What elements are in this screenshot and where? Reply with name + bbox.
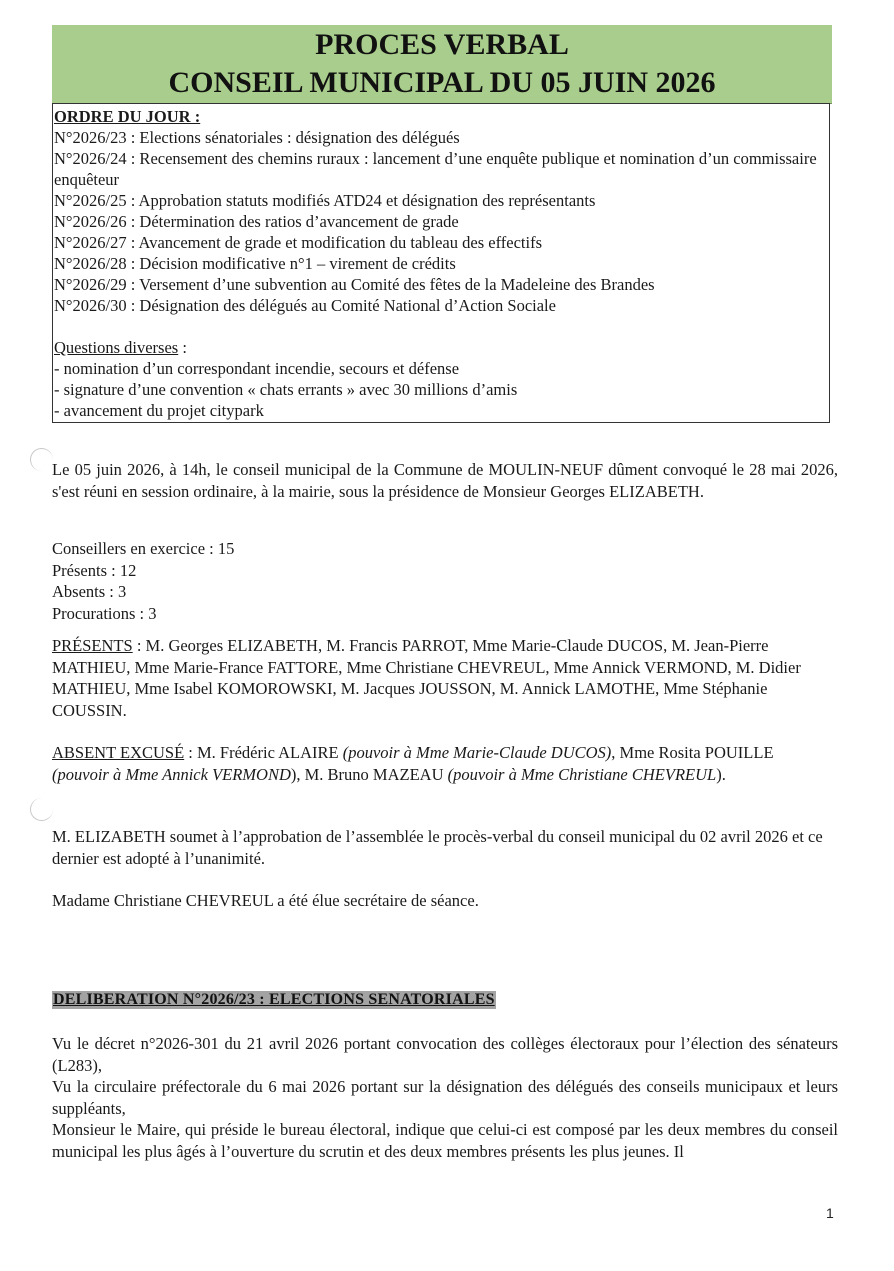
agenda-title: ORDRE DU JOUR : [54,107,201,126]
absents-text: , Mme Rosita POUILLE [611,743,774,762]
agenda-item: N°2026/24 : Recensement des chemins ruraux : lancement d’une enquête publique et nomination d’un commissaire enquêteur [54,149,817,189]
spacer [54,316,829,337]
deliberation-paragraph: Vu le décret n°2026-301 du 21 avril 2026 portant convocation des collèges électoraux pour l’élection des sénateurs (L283), [52,1034,838,1075]
title-line-1: PROCES VERBAL [315,28,569,61]
agenda-item: N°2026/23 : Elections sénatoriales : désignation des délégués [54,128,460,147]
questions-heading [54,337,829,358]
scan-mark-top [30,448,53,471]
presents-paragraph [52,635,838,721]
absents-label: ABSENT EXCUSÉ [52,743,185,762]
deliberation-paragraph: Vu la circulaire préfectorale du 6 mai 2026 portant sur la désignation des délégués des conseils municipaux et leurs suppléants, [52,1077,838,1118]
question-item: - nomination d’un correspondant incendie, secours et défense [54,359,460,378]
proxy-note: (pouvoir à Mme Christiane CHEVREUL [447,764,717,784]
deliberation-title: DELIBERATION N°2026/23 : ELECTIONS SENATORIALES [53,991,495,1008]
count-line: Procurations : 3 [52,603,157,623]
question-item: - avancement du projet citypark [54,401,264,420]
proxy-note: (pouvoir à Mme Annick VERMOND [52,764,291,784]
agenda-item: N°2026/27 : Avancement de grade et modification du tableau des effectifs [54,233,542,252]
agenda-item: N°2026/30 : Désignation des délégués au Comité National d’Action Sociale [54,296,556,315]
agenda-item: N°2026/28 : Décision modificative n°1 – virement de crédits [54,254,456,273]
questions-title: Questions diverses [54,338,179,357]
secretary-line: Madame Christiane CHEVREUL a été élue secrétaire de séance. [52,891,479,910]
page-number: 1 [826,1205,834,1221]
approval-paragraph: M. ELIZABETH soumet à l’approbation de l’assemblée le procès-verbal du conseil municipal du 02 avril 2026 et ce dernier est adopté à l’unanimité. [52,827,823,868]
document-header [52,25,832,104]
proxy-note: (pouvoir à Mme Marie-Claude DUCOS) [342,743,612,762]
intro-paragraph: Le 05 juin 2026, à 14h, le conseil municipal de la Commune de MOULIN-NEUF dûment convoqué le 28 mai 2026, s'est réuni en session ordinaire, à la mairie, sous la présidence de Monsieur Georges ELIZABETH. [52,460,838,501]
presents-text: : M. Georges ELIZABETH, M. Francis PARROT, Mme Marie-Claude DUCOS, M. Jean-Pierre MATHIEU, Mme Marie-France FATTORE, Mme Christiane CHEVREUL, Mme Annick VERMOND, M. Didier MATHIEU, Mme Isabel KOMOROWSKI, M. Jacques JOUSSON, M. Annick LAMOTHE, Mme Stéphanie COUSSIN. [52,636,801,720]
scan-mark-bottom [30,798,53,821]
question-item: - signature d’une convention « chats errants » avec 30 millions d’amis [54,380,518,399]
count-line: Conseillers en exercice : 15 [52,539,235,558]
counts-block [52,538,838,624]
count-line: Absents : 3 [52,582,127,601]
deliberation-body [52,1033,838,1162]
presents-label: PRÉSENTS [52,636,133,655]
count-line: Présents : 12 [52,560,137,580]
questions-suffix: : [178,338,187,357]
absents-text: : M. Frédéric ALAIRE [184,743,343,762]
title-line-2: CONSEIL MUNICIPAL DU 05 JUIN 2026 [168,66,716,99]
absents-text: ). [716,764,726,784]
absents-text: ), M. Bruno MAZEAU [290,764,448,784]
agenda-item: N°2026/29 : Versement d’une subvention au Comité des fêtes de la Madeleine des Brandes [54,275,655,294]
agenda-box [52,103,830,423]
agenda-item: N°2026/25 : Approbation statuts modifiés ATD24 et désignation des représentants [54,191,596,210]
deliberation-paragraph: Monsieur le Maire, qui préside le bureau électoral, indique que celui-ci est composé par les deux membres du conseil municipal les plus âgés à l’ouverture du scrutin et des deux membres présents les plus jeunes. Il [52,1120,838,1161]
absents-paragraph [52,742,792,785]
agenda-item: N°2026/26 : Détermination des ratios d’avancement de grade [54,212,459,231]
